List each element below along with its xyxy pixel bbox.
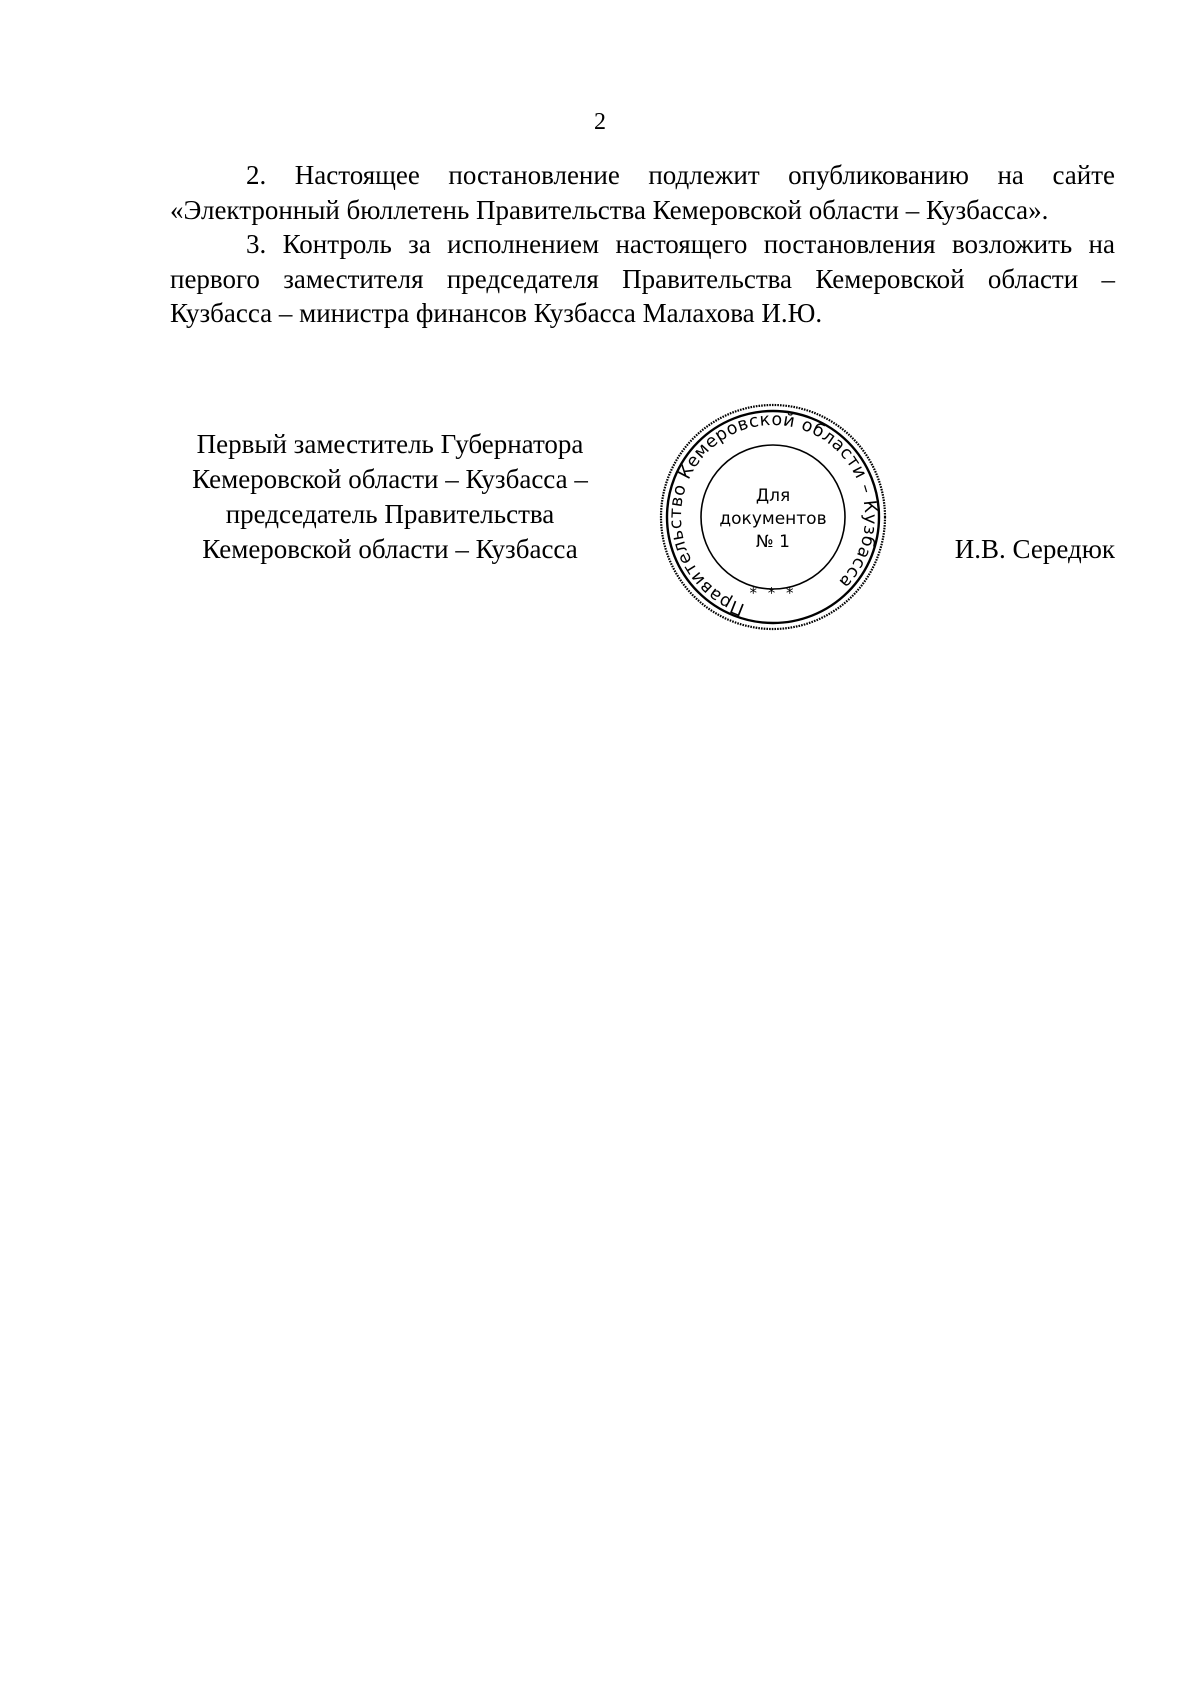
paragraph-publication: 2. Настоящее постановление подлежит опубликованию на сайте «Электронный бюллетень Правительства Кемеровской области – Кузбасса». [170, 160, 1115, 225]
paragraph-control: 3. Контроль за исполнением настоящего постановления возложить на первого заместителя председателя Правительства Кемеровской области – Кузбасса – министра финансов Кузбасса Малахова И.Ю. [170, 229, 1115, 328]
signer-name: И.В. Середюк [954, 534, 1115, 564]
signer-title [170, 427, 610, 567]
official-stamp [658, 402, 888, 632]
stamp-center-line: Для [755, 486, 791, 506]
signer-title-line: председатель Правительства [225, 499, 555, 529]
stamp-center-line: № 1 [756, 532, 790, 552]
document-body [170, 158, 1115, 331]
signer-title-line: Кемеровской области – Кузбасса – [192, 464, 588, 494]
stamp-center-line: документов [719, 509, 827, 529]
stamp-stars: * * * [749, 584, 797, 602]
signer-title-line: Первый заместитель Губернатора [196, 429, 584, 459]
signer-title-line: Кемеровской области – Кузбасса [202, 534, 578, 564]
page-number: 2 [594, 109, 606, 135]
stamp-ring-text: Правительство Кемеровской области – Кузбасса [665, 409, 881, 619]
